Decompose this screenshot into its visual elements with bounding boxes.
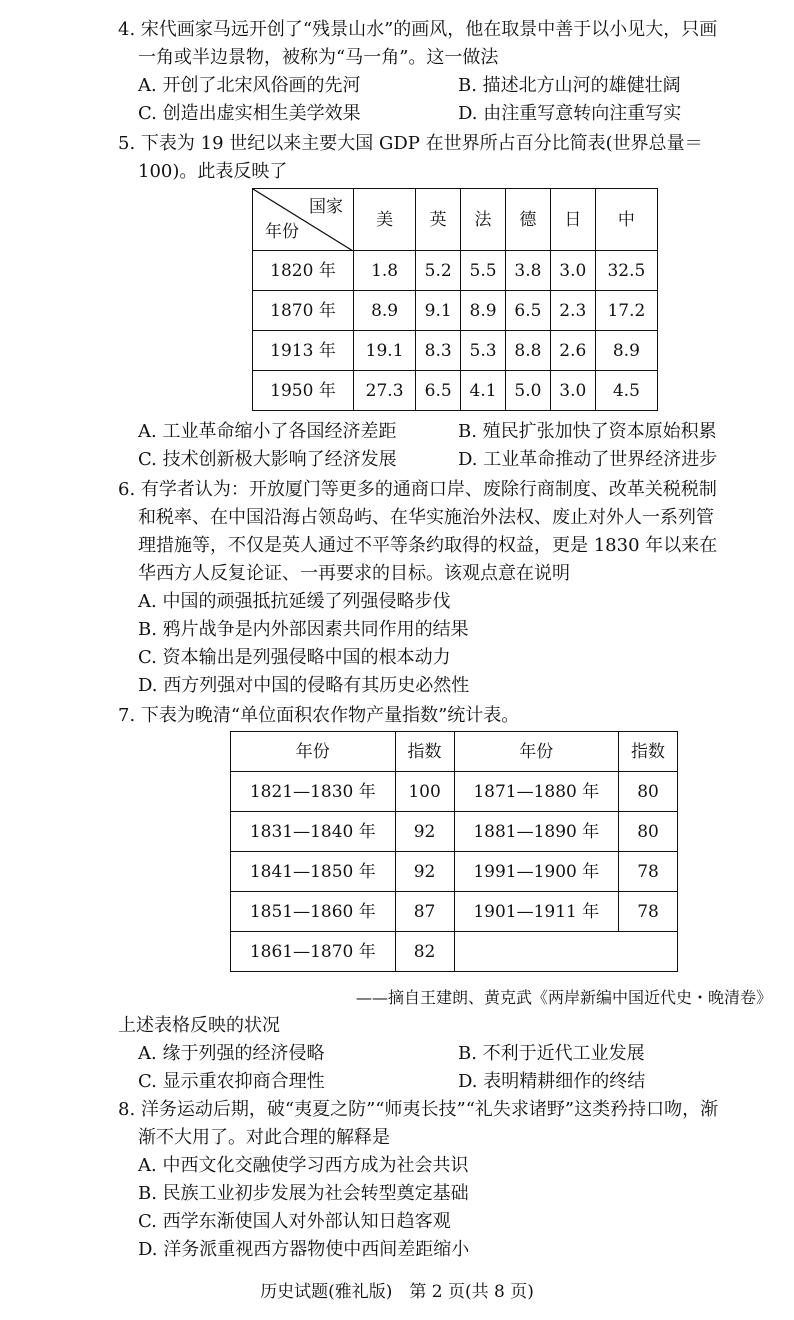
q4-option-b[interactable]: B. 描述北方山河的雄健壮阔 — [458, 75, 681, 96]
year-cell: 1901—1911 年 — [454, 892, 619, 932]
q8-option-c[interactable]: C. 西学东渐使国人对外部认知日趋客观 — [138, 1211, 451, 1232]
q8-option-a[interactable]: A. 中西文化交融使学习西方成为社会共识 — [138, 1155, 469, 1176]
year-cell: 1950 年 — [253, 371, 354, 411]
q6-stem-line: 华西方人反复论证、一再要求的目标。该观点意在说明 — [138, 563, 570, 584]
table-row — [253, 371, 658, 411]
corner-header-country: 国家 — [309, 197, 343, 217]
question-7 — [118, 702, 778, 730]
value-cell: 8.8 — [505, 331, 550, 371]
year-cell: 1820 年 — [253, 251, 354, 291]
q8-option-b[interactable]: B. 民族工业初步发展为社会转型奠定基础 — [138, 1183, 469, 1204]
value-cell: 19.1 — [354, 331, 416, 371]
value-cell: 5.2 — [416, 251, 461, 291]
q5-option-a[interactable]: A. 工业革命缩小了各国经济差距 — [138, 421, 397, 442]
q7-option-b[interactable]: B. 不利于近代工业发展 — [458, 1043, 645, 1064]
year-cell: 1881—1890 年 — [454, 812, 619, 852]
header-year: 年份 — [231, 732, 396, 772]
value-cell: 2.3 — [550, 291, 595, 331]
q8-stem-cont: 渐不大用了。对此合理的解释是 — [138, 1127, 390, 1148]
table-row — [231, 772, 678, 812]
value-cell: 4.5 — [595, 371, 657, 411]
value-cell: 1.8 — [354, 251, 416, 291]
q8-option-d[interactable]: D. 洋务派重视西方器物使中西间差距缩小 — [138, 1239, 470, 1260]
index-cell: 78 — [619, 892, 678, 932]
value-cell: 32.5 — [595, 251, 657, 291]
corner-header-year: 年份 — [265, 222, 299, 242]
question-4 — [118, 16, 778, 128]
value-cell: 4.1 — [461, 371, 506, 411]
q5-stem: 5. 下表为 19 世纪以来主要大国 GDP 在世界所占百分比简表(世界总量＝ — [118, 133, 703, 154]
value-cell: 6.5 — [416, 371, 461, 411]
country-header: 法 — [461, 189, 506, 251]
index-cell: 80 — [619, 772, 678, 812]
year-cell: 1871—1880 年 — [454, 772, 619, 812]
q8-stem: 8. 洋务运动后期，破“夷夏之防”“师夷长技”“礼失求诸野”这类矜持口吻，渐 — [118, 1099, 719, 1120]
gdp-table — [252, 188, 658, 411]
year-cell: 1831—1840 年 — [231, 812, 396, 852]
header-index: 指数 — [395, 732, 454, 772]
country-header: 日 — [550, 189, 595, 251]
value-cell: 3.0 — [550, 251, 595, 291]
q7-stem: 7. 下表为晚清“单位面积农作物产量指数”统计表。 — [118, 705, 520, 726]
year-cell: 1841—1850 年 — [231, 852, 396, 892]
index-cell: 80 — [619, 812, 678, 852]
table-row — [231, 892, 678, 932]
q7-option-d[interactable]: D. 表明精耕细作的终结 — [458, 1071, 646, 1092]
value-cell: 27.3 — [354, 371, 416, 411]
page-footer: 历史试题(雅礼版) 第 2 页(共 8 页) — [260, 1282, 534, 1302]
q4-option-d[interactable]: D. 由注重写意转向注重写实 — [458, 103, 682, 124]
year-cell: 1870 年 — [253, 291, 354, 331]
q6-option-b[interactable]: B. 鸦片战争是内外部因素共同作用的结果 — [138, 619, 469, 640]
table-row — [231, 812, 678, 852]
q4-stem: 4. 宋代画家马远开创了“残景山水”的画风，他在取景中善于以小见大，只画 — [118, 19, 718, 40]
index-cell: 92 — [395, 852, 454, 892]
q7-option-c[interactable]: C. 显示重农抑商合理性 — [138, 1071, 325, 1092]
value-cell: 3.8 — [505, 251, 550, 291]
value-cell: 5.5 — [461, 251, 506, 291]
q4-stem-cont: 一角或半边景物，被称为“马一角”。这一做法 — [138, 47, 499, 68]
year-cell: 1991—1900 年 — [454, 852, 619, 892]
country-header: 中 — [595, 189, 657, 251]
header-year: 年份 — [454, 732, 619, 772]
q4-option-a[interactable]: A. 开创了北宋风俗画的先河 — [138, 75, 361, 96]
table-row — [253, 331, 658, 371]
index-cell: 100 — [395, 772, 454, 812]
q6-stem-line: 6. 有学者认为：开放厦门等更多的通商口岸、废除行商制度、改革关税税制 — [118, 479, 717, 500]
year-cell: 1861—1870 年 — [231, 932, 396, 972]
table-row — [231, 852, 678, 892]
value-cell: 8.9 — [354, 291, 416, 331]
q4-option-c[interactable]: C. 创造出虚实相生美学效果 — [138, 103, 361, 124]
question-8 — [118, 1096, 778, 1264]
q6-option-a[interactable]: A. 中国的顽强抵抗延缓了列强侵略步伐 — [138, 591, 451, 612]
value-cell: 5.0 — [505, 371, 550, 411]
q7-cont — [118, 1012, 778, 1096]
value-cell: 6.5 — [505, 291, 550, 331]
country-header: 英 — [416, 189, 461, 251]
index-cell: 78 — [619, 852, 678, 892]
table-source: ——摘自王建朗、黄克武《两岸新编中国近代史・晚清卷》 — [355, 988, 772, 1007]
header-index: 指数 — [619, 732, 678, 772]
q6-option-d[interactable]: D. 西方列强对中国的侵略有其历史必然性 — [138, 675, 470, 696]
year-cell: 1821—1830 年 — [231, 772, 396, 812]
q6-stem-line: 和税率、在中国沿海占领岛屿、在华实施治外法权、废止对外人一系列管 — [138, 507, 714, 528]
country-header: 德 — [505, 189, 550, 251]
gdp-table-corner — [253, 189, 354, 251]
year-cell: 1851—1860 年 — [231, 892, 396, 932]
q6-stem-line: 理措施等，不仅是英人通过不平等条约取得的权益，更是 1830 年以来在 — [138, 535, 718, 556]
value-cell: 2.6 — [550, 331, 595, 371]
value-cell: 8.3 — [416, 331, 461, 371]
table-row — [253, 251, 658, 291]
index-cell: 87 — [395, 892, 454, 932]
value-cell: 3.0 — [550, 371, 595, 411]
q6-option-c[interactable]: C. 资本输出是列强侵略中国的根本动力 — [138, 647, 451, 668]
empty-cell — [454, 932, 678, 972]
q7-stem-cont: 上述表格反映的状况 — [118, 1015, 280, 1036]
index-cell: 82 — [395, 932, 454, 972]
value-cell: 8.9 — [461, 291, 506, 331]
value-cell: 5.3 — [461, 331, 506, 371]
table-row — [231, 932, 678, 972]
question-6 — [118, 476, 778, 700]
q5-options — [118, 418, 778, 474]
q7-option-a[interactable]: A. 缘于列强的经济侵略 — [138, 1043, 325, 1064]
value-cell: 8.9 — [595, 331, 657, 371]
q5-option-b[interactable]: B. 殖民扩张加快了资本原始积累 — [458, 421, 717, 442]
question-5 — [118, 130, 778, 186]
country-header: 美 — [354, 189, 416, 251]
index-cell: 92 — [395, 812, 454, 852]
year-cell: 1913 年 — [253, 331, 354, 371]
value-cell: 17.2 — [595, 291, 657, 331]
q5-option-c[interactable]: C. 技术创新极大影响了经济发展 — [138, 449, 397, 470]
table-row — [253, 291, 658, 331]
q5-option-d[interactable]: D. 工业革命推动了世界经济进步 — [458, 449, 718, 470]
q5-stem-cont: 100)。此表反映了 — [138, 161, 288, 182]
yield-index-table — [230, 731, 678, 972]
value-cell: 9.1 — [416, 291, 461, 331]
